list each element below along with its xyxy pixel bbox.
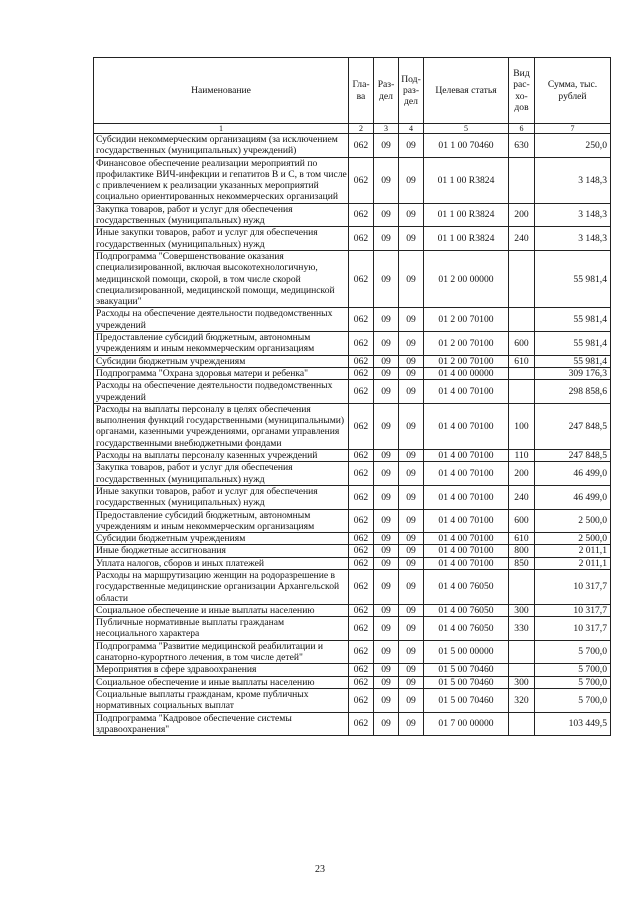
cell-podrazdel: 09 (399, 604, 424, 616)
cell-sum: 247 848,5 (535, 450, 611, 462)
cell-vid (509, 308, 535, 332)
cell-razdel: 09 (374, 485, 399, 509)
cell-name: Предоставление субсидий бюджетным, автономным учреждениям и иным некоммерческим организациям (94, 509, 349, 533)
header-glava: Гла-ва (349, 58, 374, 124)
cell-sum: 55 981,4 (535, 332, 611, 356)
column-number: 4 (399, 124, 424, 134)
cell-glava: 062 (349, 450, 374, 462)
cell-sum: 46 499,0 (535, 462, 611, 486)
cell-vid: 850 (509, 557, 535, 569)
cell-name: Иные бюджетные ассигнования (94, 545, 349, 557)
cell-vid: 600 (509, 509, 535, 533)
cell-target: 01 4 00 70100 (424, 380, 509, 404)
cell-vid: 600 (509, 332, 535, 356)
cell-glava: 062 (349, 380, 374, 404)
cell-podrazdel: 09 (399, 308, 424, 332)
table-row (94, 485, 611, 509)
cell-razdel: 09 (374, 533, 399, 545)
cell-glava: 062 (349, 227, 374, 251)
budget-table (93, 57, 611, 736)
cell-target: 01 4 00 70100 (424, 533, 509, 545)
cell-sum: 5 700,0 (535, 688, 611, 712)
cell-vid: 240 (509, 485, 535, 509)
cell-glava: 062 (349, 664, 374, 676)
cell-razdel: 09 (374, 462, 399, 486)
cell-razdel: 09 (374, 157, 399, 203)
cell-sum: 2 011,1 (535, 557, 611, 569)
cell-glava: 062 (349, 308, 374, 332)
cell-vid (509, 157, 535, 203)
cell-target: 01 4 00 70100 (424, 403, 509, 449)
cell-glava: 062 (349, 676, 374, 688)
cell-name: Предоставление субсидий бюджетным, автономным учреждениям и иным некоммерческим организациям (94, 332, 349, 356)
table-row (94, 450, 611, 462)
cell-vid: 110 (509, 450, 535, 462)
cell-razdel: 09 (374, 367, 399, 379)
cell-podrazdel: 09 (399, 462, 424, 486)
column-number: 1 (94, 124, 349, 134)
cell-podrazdel: 09 (399, 367, 424, 379)
cell-vid: 300 (509, 676, 535, 688)
cell-vid: 200 (509, 462, 535, 486)
cell-target: 01 2 00 70100 (424, 355, 509, 367)
header-vid: Вид рас-хо-дов (509, 58, 535, 124)
table-row (94, 462, 611, 486)
table-row (94, 676, 611, 688)
column-number: 3 (374, 124, 399, 134)
cell-podrazdel: 09 (399, 640, 424, 664)
cell-target: 01 4 00 76050 (424, 617, 509, 641)
cell-name: Уплата налогов, сборов и иных платежей (94, 557, 349, 569)
cell-vid: 240 (509, 227, 535, 251)
cell-vid: 610 (509, 355, 535, 367)
cell-razdel: 09 (374, 332, 399, 356)
header-row (94, 58, 611, 124)
cell-razdel: 09 (374, 712, 399, 736)
cell-podrazdel: 09 (399, 450, 424, 462)
cell-razdel: 09 (374, 250, 399, 307)
cell-name: Закупка товаров, работ и услуг для обеспечения государственных (муниципальных) нужд (94, 462, 349, 486)
table-row (94, 533, 611, 545)
cell-glava: 062 (349, 545, 374, 557)
table-row (94, 380, 611, 404)
cell-vid: 200 (509, 203, 535, 227)
cell-podrazdel: 09 (399, 403, 424, 449)
column-number: 5 (424, 124, 509, 134)
cell-sum: 250,0 (535, 134, 611, 158)
table-row (94, 617, 611, 641)
cell-podrazdel: 09 (399, 355, 424, 367)
cell-name: Подпрограмма "Развитие медицинской реабилитации и санаторно-курортного лечения, в том числе детей" (94, 640, 349, 664)
cell-razdel: 09 (374, 664, 399, 676)
cell-name: Иные закупки товаров, работ и услуг для обеспечения государственных (муниципальных) нужд (94, 485, 349, 509)
cell-glava: 062 (349, 557, 374, 569)
cell-razdel: 09 (374, 676, 399, 688)
cell-target: 01 1 00 R3824 (424, 203, 509, 227)
table-row (94, 545, 611, 557)
cell-target: 01 1 00 70460 (424, 134, 509, 158)
table-row (94, 403, 611, 449)
cell-razdel: 09 (374, 403, 399, 449)
table-row (94, 569, 611, 604)
cell-name: Подпрограмма "Охрана здоровья матери и ребенка" (94, 367, 349, 379)
table-row (94, 157, 611, 203)
cell-podrazdel: 09 (399, 533, 424, 545)
cell-name: Субсидии некоммерческим организациям (за исключением государственных (муниципальных) учреждений) (94, 134, 349, 158)
header-sum: Сумма, тыс. рублей (535, 58, 611, 124)
cell-target: 01 5 00 00000 (424, 640, 509, 664)
cell-glava: 062 (349, 367, 374, 379)
cell-target: 01 5 00 70460 (424, 664, 509, 676)
cell-glava: 062 (349, 134, 374, 158)
cell-sum: 3 148,3 (535, 227, 611, 251)
cell-name: Субсидии бюджетным учреждениям (94, 355, 349, 367)
cell-target: 01 4 00 76050 (424, 604, 509, 616)
cell-glava: 062 (349, 157, 374, 203)
cell-target: 01 2 00 00000 (424, 250, 509, 307)
cell-glava: 062 (349, 688, 374, 712)
header-podrazdel: Под-раз-дел (399, 58, 424, 124)
cell-target: 01 4 00 70100 (424, 545, 509, 557)
cell-podrazdel: 09 (399, 485, 424, 509)
cell-sum: 10 317,7 (535, 604, 611, 616)
cell-sum: 55 981,4 (535, 250, 611, 307)
cell-name: Расходы на обеспечение деятельности подведомственных учреждений (94, 380, 349, 404)
table-row (94, 640, 611, 664)
cell-target: 01 4 00 76050 (424, 569, 509, 604)
cell-podrazdel: 09 (399, 664, 424, 676)
cell-target: 01 1 00 R3824 (424, 227, 509, 251)
cell-razdel: 09 (374, 604, 399, 616)
cell-sum: 2 011,1 (535, 545, 611, 557)
table-row (94, 134, 611, 158)
cell-podrazdel: 09 (399, 134, 424, 158)
cell-vid: 800 (509, 545, 535, 557)
cell-podrazdel: 09 (399, 157, 424, 203)
cell-vid (509, 712, 535, 736)
cell-target: 01 7 00 00000 (424, 712, 509, 736)
cell-glava: 062 (349, 604, 374, 616)
cell-glava: 062 (349, 332, 374, 356)
header-name: Наименование (94, 58, 349, 124)
cell-podrazdel: 09 (399, 545, 424, 557)
cell-razdel: 09 (374, 617, 399, 641)
cell-target: 01 4 00 70100 (424, 557, 509, 569)
cell-sum: 2 500,0 (535, 509, 611, 533)
cell-name: Подпрограмма "Совершенствование оказания специализированной, включая высокотехнологичную, медицинской помощи, скорой, в том числе скорой специализированной, медицинской помощи, медицинской эвакуации" (94, 250, 349, 307)
column-number: 7 (535, 124, 611, 134)
table-row (94, 664, 611, 676)
table-row (94, 227, 611, 251)
cell-glava: 062 (349, 712, 374, 736)
cell-podrazdel: 09 (399, 557, 424, 569)
cell-glava: 062 (349, 617, 374, 641)
cell-podrazdel: 09 (399, 332, 424, 356)
cell-target: 01 4 00 70100 (424, 462, 509, 486)
cell-name: Социальное обеспечение и иные выплаты населению (94, 604, 349, 616)
table-row (94, 308, 611, 332)
budget-document (93, 57, 610, 736)
cell-razdel: 09 (374, 545, 399, 557)
cell-name: Социальное обеспечение и иные выплаты населению (94, 676, 349, 688)
cell-vid (509, 367, 535, 379)
column-number: 2 (349, 124, 374, 134)
cell-razdel: 09 (374, 557, 399, 569)
cell-sum: 5 700,0 (535, 676, 611, 688)
cell-razdel: 09 (374, 509, 399, 533)
cell-vid (509, 250, 535, 307)
cell-name: Мероприятия в сфере здравоохранения (94, 664, 349, 676)
cell-sum: 2 500,0 (535, 533, 611, 545)
table-row (94, 355, 611, 367)
cell-name: Расходы на обеспечение деятельности подведомственных учреждений (94, 308, 349, 332)
cell-glava: 062 (349, 355, 374, 367)
cell-name: Расходы на выплаты персоналу казенных учреждений (94, 450, 349, 462)
cell-name: Иные закупки товаров, работ и услуг для обеспечения государственных (муниципальных) нужд (94, 227, 349, 251)
cell-vid (509, 664, 535, 676)
table-row (94, 203, 611, 227)
cell-glava: 062 (349, 250, 374, 307)
table-row (94, 332, 611, 356)
cell-target: 01 5 00 70460 (424, 688, 509, 712)
cell-vid: 330 (509, 617, 535, 641)
column-number: 6 (509, 124, 535, 134)
cell-podrazdel: 09 (399, 712, 424, 736)
cell-target: 01 2 00 70100 (424, 308, 509, 332)
cell-podrazdel: 09 (399, 380, 424, 404)
cell-razdel: 09 (374, 640, 399, 664)
cell-podrazdel: 09 (399, 617, 424, 641)
cell-name: Расходы на выплаты персоналу в целях обеспечения выполнения функций государственными (муниципальными) органами, казенными учреждениями, органами управления государственными внебюджетными фондами (94, 403, 349, 449)
cell-sum: 309 176,3 (535, 367, 611, 379)
cell-target: 01 1 00 R3824 (424, 157, 509, 203)
cell-podrazdel: 09 (399, 203, 424, 227)
cell-name: Финансовое обеспечение реализации мероприятий по профилактике ВИЧ-инфекции и гепатитов В и С, в том числе с привлечением к реализации указанных мероприятий социально ориентированных некоммерческих организаций (94, 157, 349, 203)
cell-name: Закупка товаров, работ и услуг для обеспечения государственных (муниципальных) нужд (94, 203, 349, 227)
table-row (94, 509, 611, 533)
cell-target: 01 2 00 70100 (424, 332, 509, 356)
cell-sum: 10 317,7 (535, 569, 611, 604)
cell-name: Расходы на маршрутизацию женщин на родоразрешение в государственные медицинские организации Архангельской области (94, 569, 349, 604)
column-number-row (94, 124, 611, 134)
cell-razdel: 09 (374, 688, 399, 712)
cell-vid: 610 (509, 533, 535, 545)
cell-sum: 55 981,4 (535, 308, 611, 332)
cell-name: Публичные нормативные выплаты гражданам несоциального характера (94, 617, 349, 641)
cell-glava: 062 (349, 485, 374, 509)
cell-glava: 062 (349, 403, 374, 449)
cell-target: 01 5 00 70460 (424, 676, 509, 688)
cell-podrazdel: 09 (399, 688, 424, 712)
page-number: 23 (315, 864, 325, 875)
header-target: Целевая статья (424, 58, 509, 124)
cell-razdel: 09 (374, 227, 399, 251)
table-body (94, 134, 611, 736)
cell-glava: 062 (349, 509, 374, 533)
cell-razdel: 09 (374, 450, 399, 462)
cell-vid: 320 (509, 688, 535, 712)
cell-razdel: 09 (374, 380, 399, 404)
cell-sum: 3 148,3 (535, 203, 611, 227)
cell-razdel: 09 (374, 203, 399, 227)
cell-sum: 10 317,7 (535, 617, 611, 641)
table-row (94, 604, 611, 616)
cell-glava: 062 (349, 533, 374, 545)
table-row (94, 557, 611, 569)
cell-razdel: 09 (374, 569, 399, 604)
cell-glava: 062 (349, 203, 374, 227)
cell-target: 01 4 00 70100 (424, 509, 509, 533)
cell-target: 01 4 00 00000 (424, 367, 509, 379)
cell-podrazdel: 09 (399, 250, 424, 307)
cell-vid: 300 (509, 604, 535, 616)
cell-vid (509, 380, 535, 404)
cell-sum: 5 700,0 (535, 640, 611, 664)
cell-glava: 062 (349, 640, 374, 664)
cell-name: Социальные выплаты гражданам, кроме публичных нормативных социальных выплат (94, 688, 349, 712)
table-row (94, 712, 611, 736)
cell-sum: 46 499,0 (535, 485, 611, 509)
cell-sum: 298 858,6 (535, 380, 611, 404)
cell-vid (509, 569, 535, 604)
cell-razdel: 09 (374, 308, 399, 332)
cell-glava: 062 (349, 569, 374, 604)
table-row (94, 367, 611, 379)
cell-name: Субсидии бюджетным учреждениям (94, 533, 349, 545)
cell-podrazdel: 09 (399, 676, 424, 688)
cell-razdel: 09 (374, 355, 399, 367)
table-row (94, 688, 611, 712)
cell-sum: 3 148,3 (535, 157, 611, 203)
header-razdel: Раз-дел (374, 58, 399, 124)
cell-podrazdel: 09 (399, 509, 424, 533)
cell-podrazdel: 09 (399, 569, 424, 604)
cell-vid: 630 (509, 134, 535, 158)
cell-sum: 55 981,4 (535, 355, 611, 367)
cell-vid: 100 (509, 403, 535, 449)
cell-razdel: 09 (374, 134, 399, 158)
cell-target: 01 4 00 70100 (424, 485, 509, 509)
cell-vid (509, 640, 535, 664)
cell-sum: 5 700,0 (535, 664, 611, 676)
cell-sum: 247 848,5 (535, 403, 611, 449)
cell-name: Подпрограмма "Кадровое обеспечение системы здравоохранения" (94, 712, 349, 736)
table-row (94, 250, 611, 307)
cell-sum: 103 449,5 (535, 712, 611, 736)
cell-podrazdel: 09 (399, 227, 424, 251)
cell-glava: 062 (349, 462, 374, 486)
cell-target: 01 4 00 70100 (424, 450, 509, 462)
